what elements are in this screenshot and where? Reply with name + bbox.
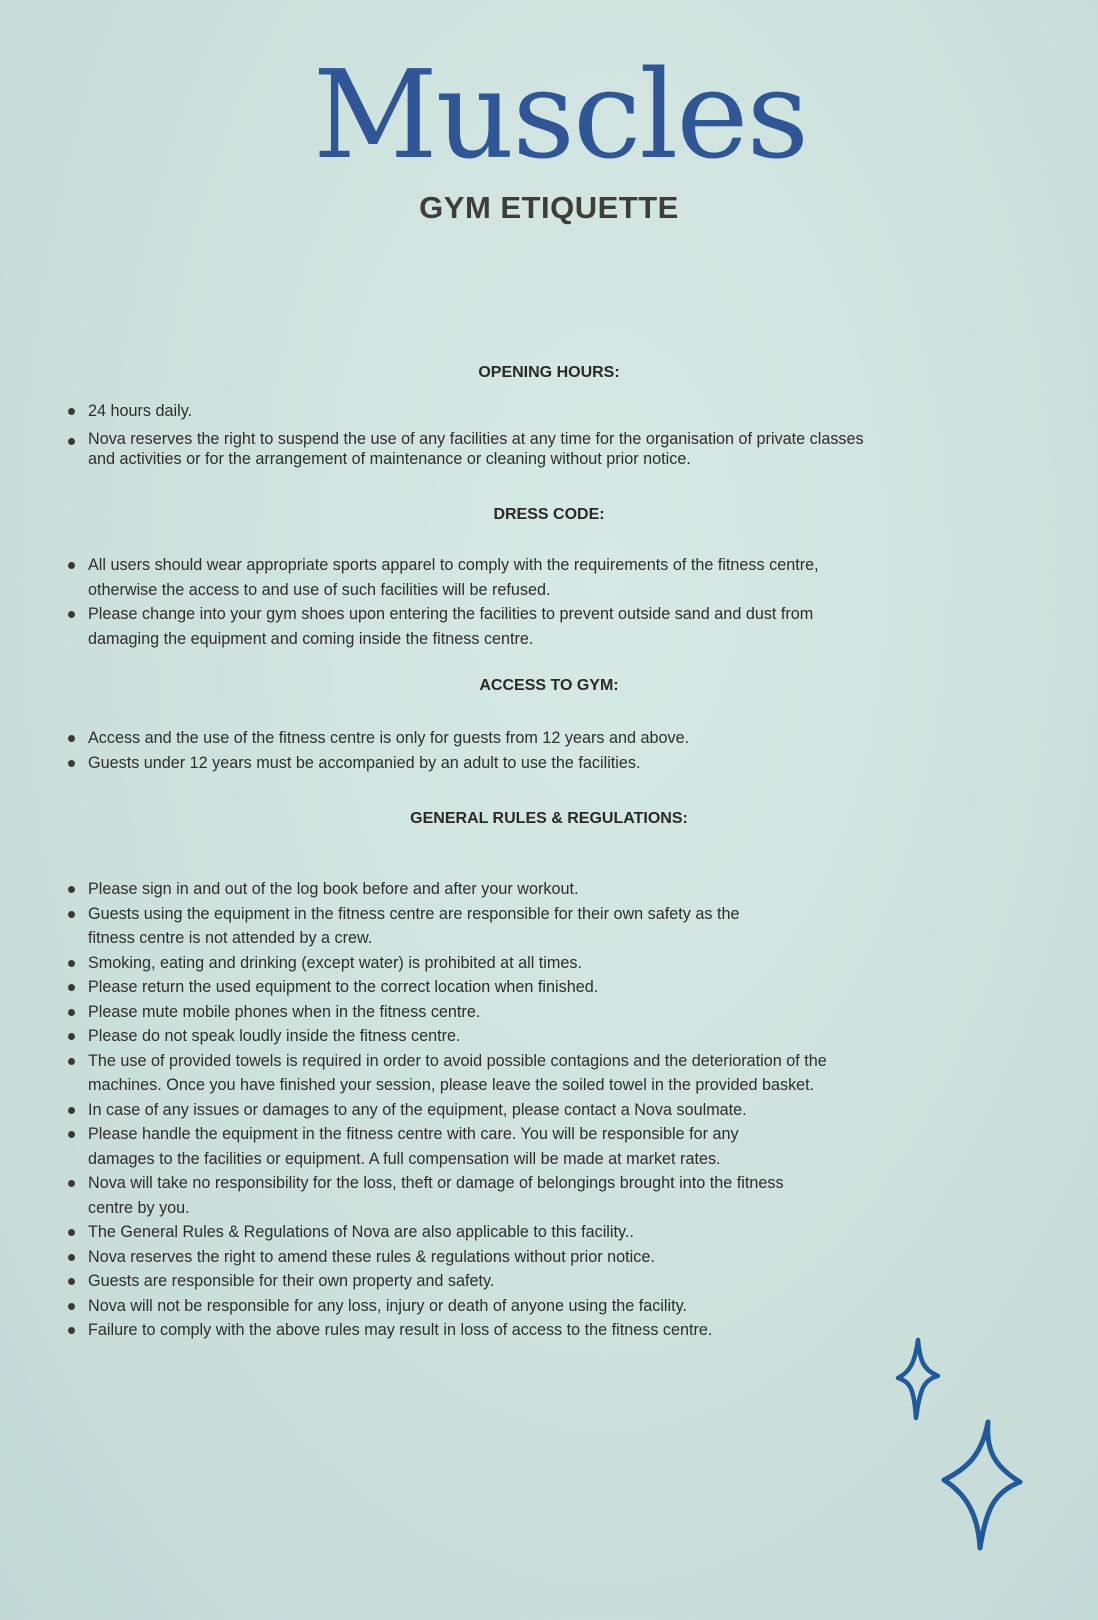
list-item: Please sign in and out of the log book before and after your workout. bbox=[66, 877, 906, 902]
list-item: Smoking, eating and drinking (except water) is prohibited at all times. bbox=[66, 951, 906, 976]
section-heading-general-rules: GENERAL RULES & REGULATIONS: bbox=[410, 810, 688, 827]
small-sparkle-icon bbox=[898, 1340, 938, 1418]
list-item: Guests using the equipment in the fitness centre are responsible for their own safety as the fitness centre is not attended by a crew. bbox=[66, 902, 788, 951]
list-item: Guests are responsible for their own property and safety. bbox=[66, 1269, 906, 1294]
list-item: Guests under 12 years must be accompanied by an adult to use the facilities. bbox=[66, 751, 906, 776]
section-heading-access-to-gym: ACCESS TO GYM: bbox=[479, 677, 619, 694]
list-item: Please change into your gym shoes upon entering the facilities to prevent outside sand and dust from damaging the equipment and coming inside the fitness centre. bbox=[66, 602, 876, 651]
list-item: All users should wear appropriate sports apparel to comply with the requirements of the fitness centre, otherwise the access to and use of such facilities will be refused. bbox=[66, 553, 876, 602]
section-heading-opening-hours: OPENING HOURS: bbox=[478, 364, 620, 381]
list-item: Please mute mobile phones when in the fitness centre. bbox=[66, 1000, 906, 1025]
sparkle-icon bbox=[880, 1330, 1050, 1560]
general-rules-list bbox=[66, 877, 906, 1343]
list-item: Please handle the equipment in the fitness centre with care. You will be responsible for any damages to the facilities or equipment. A full compensation will be made at market rates. bbox=[66, 1122, 788, 1171]
list-item: In case of any issues or damages to any of the equipment, please contact a Nova soulmate. bbox=[66, 1098, 906, 1123]
list-item: Nova reserves the right to suspend the use of any facilities at any time for the organisation of private classes and activities or for the arrangement of maintenance or cleaning without prior notice. bbox=[66, 429, 866, 470]
opening-hours-list bbox=[66, 399, 866, 470]
page-title: GYM ETIQUETTE bbox=[419, 190, 679, 225]
list-item: Access and the use of the fitness centre is only for guests from 12 years and above. bbox=[66, 726, 906, 751]
list-item: Nova will take no responsibility for the loss, theft or damage of belongings brought into the fitness centre by you. bbox=[66, 1171, 788, 1220]
access-list bbox=[66, 726, 906, 775]
brand-logo-text: Muscles bbox=[312, 44, 808, 186]
list-item: The use of provided towels is required in order to avoid possible contagions and the deterioration of the machines. Once you have finished your session, please leave the soiled towel in the provided basket. bbox=[66, 1049, 888, 1098]
list-item: Please do not speak loudly inside the fitness centre. bbox=[66, 1024, 906, 1049]
list-item: The General Rules & Regulations of Nova are also applicable to this facility.. bbox=[66, 1220, 906, 1245]
list-item: Nova will not be responsible for any loss, injury or death of anyone using the facility. bbox=[66, 1294, 906, 1319]
dress-code-list bbox=[66, 553, 876, 651]
large-sparkle-icon bbox=[944, 1422, 1020, 1548]
list-item: Nova reserves the right to amend these rules & regulations without prior notice. bbox=[66, 1245, 906, 1270]
list-item: 24 hours daily. bbox=[66, 399, 866, 424]
list-item: Please return the used equipment to the correct location when finished. bbox=[66, 975, 906, 1000]
section-heading-dress-code: DRESS CODE: bbox=[493, 506, 605, 523]
list-item: Failure to comply with the above rules may result in loss of access to the fitness centre. bbox=[66, 1318, 906, 1343]
